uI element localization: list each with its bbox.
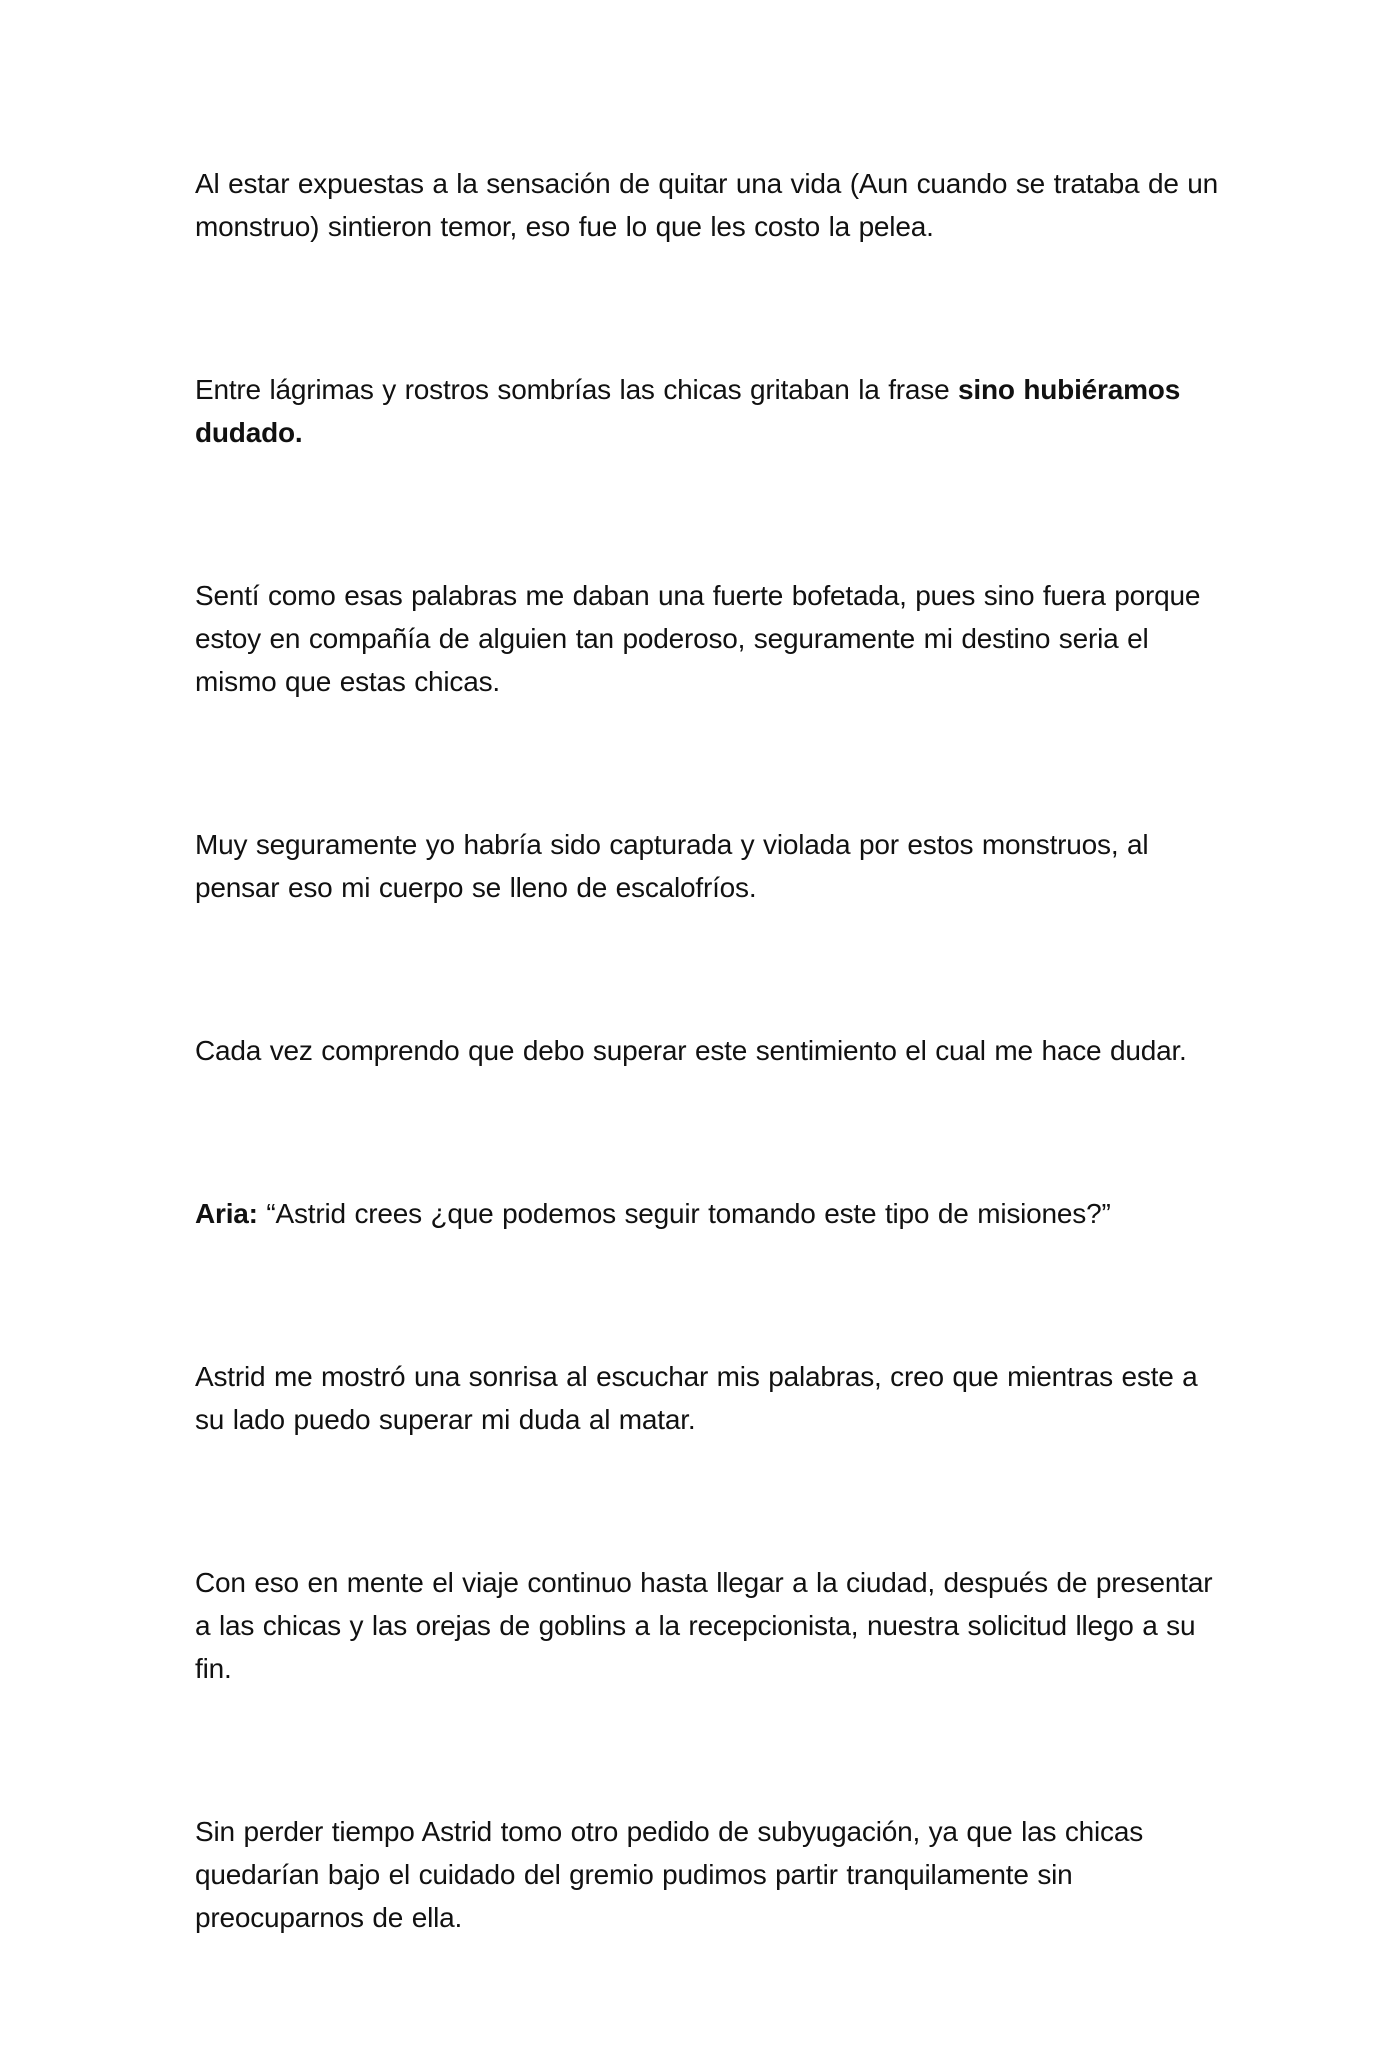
dialogue-text: “Astrid crees ¿que podemos seguir tomando este tipo de misiones?” xyxy=(257,1198,1111,1229)
paragraph-8 xyxy=(195,1561,1225,1690)
paragraph-2 xyxy=(195,368,1225,454)
paragraph-text: Sentí como esas palabras me daban una fuerte bofetada, pues sino fuera porque estoy en compañía de alguien tan poderoso, seguramente mi destino seria el mismo que estas chicas. xyxy=(195,580,1201,697)
paragraph-text: Con eso en mente el viaje continuo hasta llegar a la ciudad, después de presentar a las chicas y las orejas de goblins a la recepcionista, nuestra solicitud llego a su fin. xyxy=(195,1567,1213,1684)
paragraph-4 xyxy=(195,823,1225,909)
speaker-name: Aria: xyxy=(195,1198,258,1229)
paragraph-5 xyxy=(195,1029,1225,1072)
paragraph-3 xyxy=(195,574,1225,703)
paragraph-text: Al estar expuestas a la sensación de quitar una vida (Aun cuando se trataba de un monstruo) sintieron temor, eso fue lo que les costo la pelea. xyxy=(195,168,1219,242)
paragraph-text: Cada vez comprendo que debo superar este sentimiento el cual me hace dudar. xyxy=(195,1035,1187,1066)
paragraph-bold-text: sino hubiéramos dudado. xyxy=(195,374,1181,448)
paragraph-text: Astrid me mostró una sonrisa al escuchar mis palabras, creo que mientras este a su lado puedo superar mi duda al matar. xyxy=(195,1361,1198,1435)
paragraph-text: Entre lágrimas y rostros sombrías las chicas gritaban la frase xyxy=(195,374,959,405)
document-body xyxy=(195,162,1225,2059)
paragraph-6-dialogue xyxy=(195,1192,1225,1235)
paragraph-9 xyxy=(195,1810,1225,1939)
paragraph-text: Sin perder tiempo Astrid tomo otro pedido de subyugación, ya que las chicas quedarían bajo el cuidado del gremio pudimos partir tranquilamente sin preocuparnos de ella. xyxy=(195,1816,1144,1933)
paragraph-1 xyxy=(195,162,1225,248)
paragraph-7 xyxy=(195,1355,1225,1441)
paragraph-text: Muy seguramente yo habría sido capturada y violada por estos monstruos, al pensar eso mi cuerpo se lleno de escalofríos. xyxy=(195,829,1149,903)
